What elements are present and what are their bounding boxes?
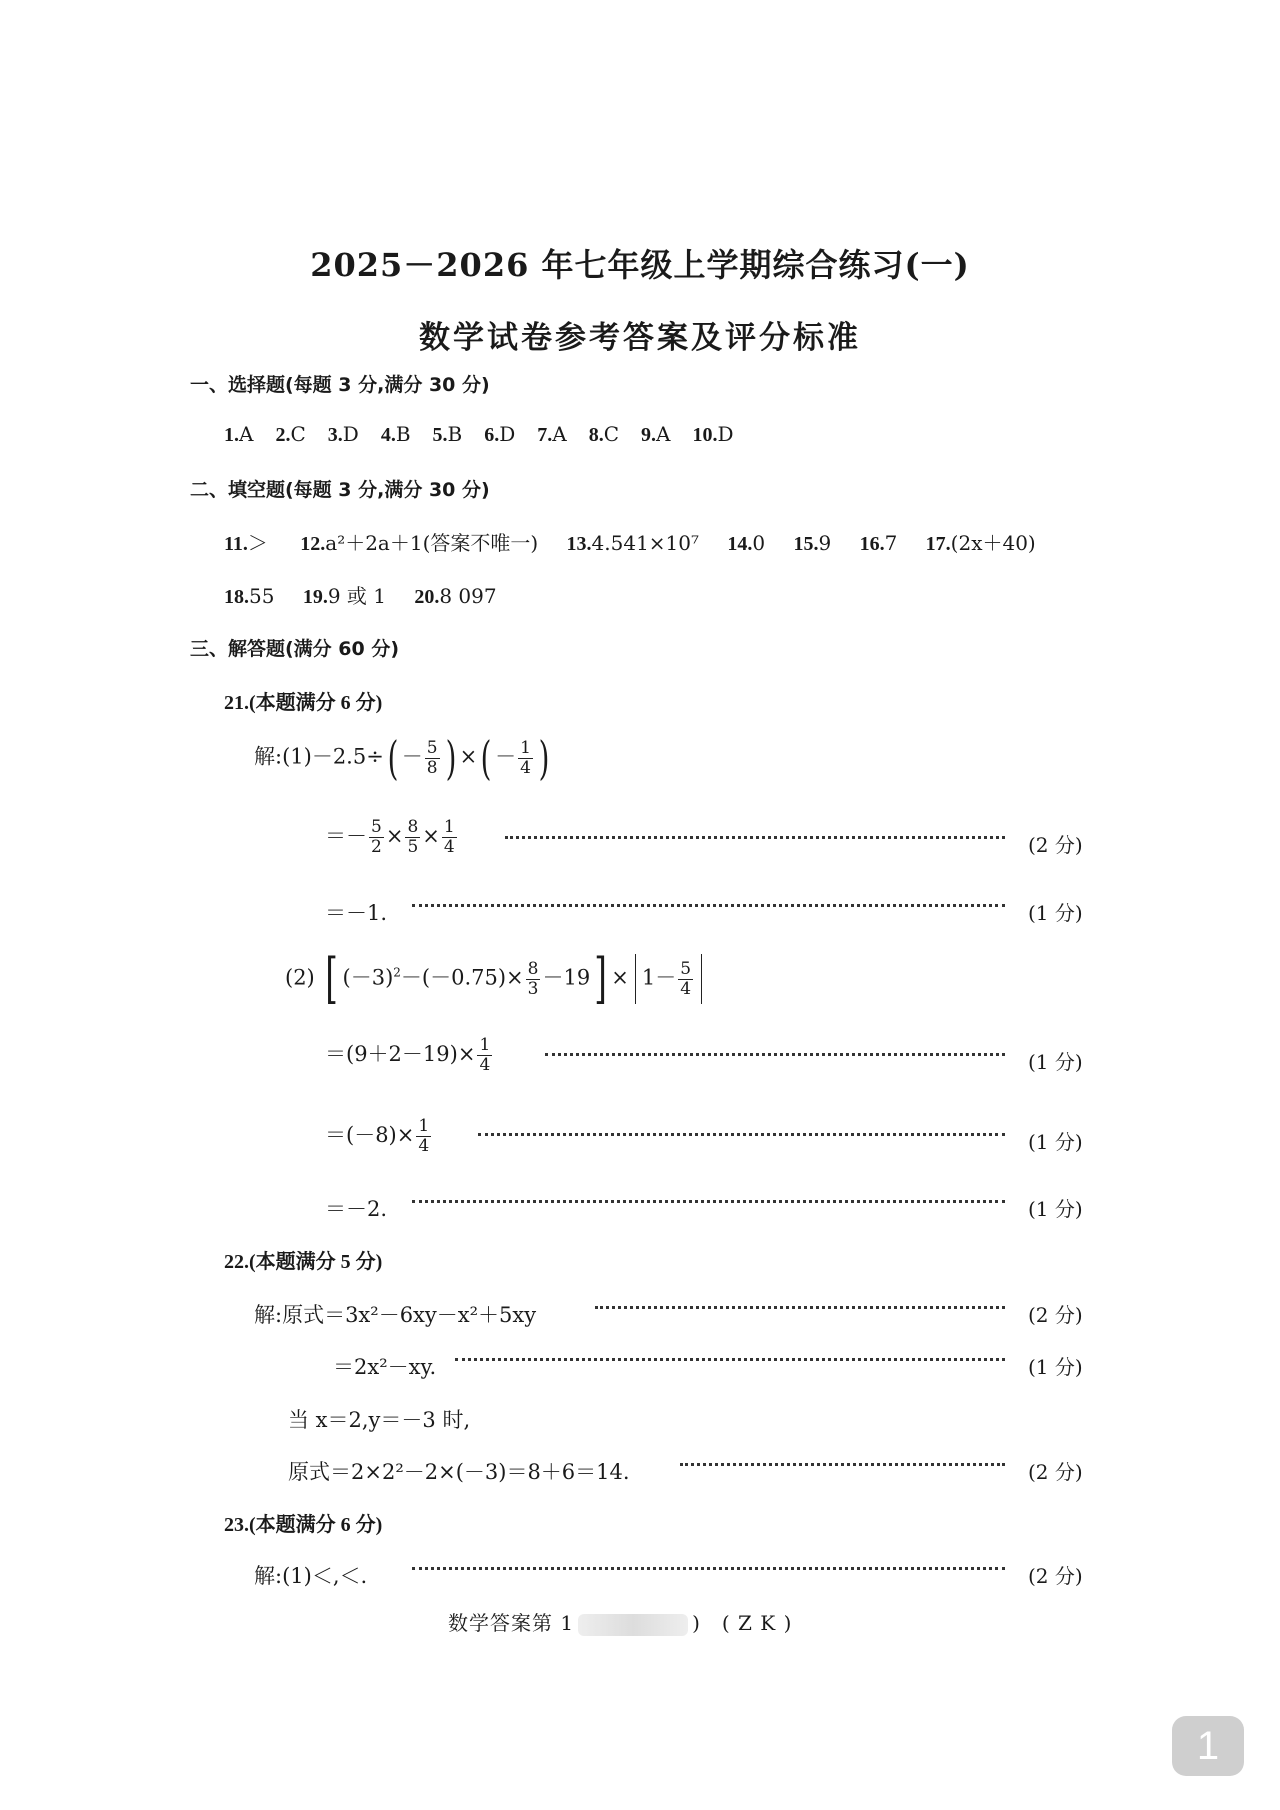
q22-dots-2: [455, 1358, 1005, 1361]
q13-ans: 4.541×10⁷: [591, 531, 700, 555]
footer-left: 数学答案第 1: [448, 1611, 575, 1635]
q22-score-1: (2 分): [1028, 1303, 1083, 1327]
q15-num: 15.: [793, 533, 819, 555]
choice-answers-row: [224, 422, 756, 447]
q22-score-3: (2 分): [1028, 1460, 1083, 1484]
section-heading-solve: 三、解答题(满分 60 分): [190, 638, 400, 660]
q16-ans: 7: [884, 531, 898, 555]
q11-ans: ＞: [247, 531, 268, 555]
q21-line5: ＝(9＋2－19)× $\frac{1}{4}$: [325, 1035, 491, 1075]
redacted-block: [578, 1614, 688, 1636]
footer-right: ) ( Z K ): [692, 1611, 793, 1635]
choice-answer-6: 6.D: [484, 422, 516, 446]
q22-header: 22.(本题满分 5 分): [224, 1251, 383, 1273]
q21-score-1: (2 分): [1028, 833, 1083, 857]
q21-line3: ＝－1.: [325, 901, 388, 925]
q23-dots-1: [412, 1567, 1005, 1570]
choice-answer-5: 5.B: [432, 422, 463, 446]
q16-num: 16.: [859, 533, 885, 555]
q14-ans: 0: [752, 531, 766, 555]
choice-answer-2: 2.C: [275, 422, 306, 446]
choice-answer-10: 10.D: [692, 422, 734, 446]
choice-answer-1: 1.A: [224, 422, 254, 446]
q21-line6: ＝(－8)× $\frac{1}{4}$: [325, 1116, 430, 1156]
q20-ans: 8 097: [439, 584, 497, 608]
q21-score-4: (1 分): [1028, 1130, 1083, 1154]
q22-score-2: (1 分): [1028, 1355, 1083, 1379]
q21-score-5: (1 分): [1028, 1197, 1083, 1221]
q19-num: 19.: [302, 586, 328, 608]
q17-ans: (2x＋40): [950, 531, 1036, 555]
fill-answers-row-1: [224, 527, 1036, 556]
q21-score-3: (1 分): [1028, 1050, 1083, 1074]
page-footer: [448, 1607, 792, 1636]
q21-header: 21.(本题满分 6 分): [224, 692, 383, 714]
q11-num: 11.: [224, 533, 248, 555]
q14-num: 14.: [727, 533, 753, 555]
q21-dots-2: [412, 904, 1005, 907]
q22-line1: 解:原式＝3x²－6xy－x²＋5xy: [254, 1303, 537, 1327]
q18-ans: 55: [249, 584, 275, 608]
q21-line2: ＝－ $\frac{5}{2}$ × $\frac{8}{5}$ × $\frac{1}{4}$: [325, 817, 455, 857]
choice-answer-4: 4.B: [380, 422, 411, 446]
q21-score-2: (1 分): [1028, 901, 1083, 925]
q21-dots-4: [478, 1133, 1005, 1136]
section-heading-fill: 二、填空题(每题 3 分,满分 30 分): [190, 479, 490, 501]
choice-answer-3: 3.D: [327, 422, 359, 446]
q21-line4: (2) [ $(-3)^2-(-0.75)\times$ $\frac{8}{3}$ －19] × 1－ $\frac{5}{4}$: [285, 952, 708, 1006]
choice-answer-8: 8.C: [588, 422, 620, 446]
q18-num: 18.: [224, 586, 249, 608]
q13-num: 13.: [566, 533, 592, 555]
q23-score-1: (2 分): [1028, 1564, 1083, 1588]
q22-line3: 当 x＝2,y＝－3 时,: [288, 1408, 471, 1432]
choice-answer-7: 7.A: [537, 422, 567, 446]
q23-line1: 解:(1)＜,＜.: [254, 1564, 368, 1588]
q22-dots-3: [680, 1463, 1005, 1466]
choice-answer-9: 9.A: [641, 422, 671, 446]
fill-answers-row-2: [224, 580, 497, 609]
q22-line2: ＝2x²－xy.: [333, 1355, 437, 1379]
q20-num: 20.: [414, 586, 440, 608]
q22-dots-1: [595, 1306, 1005, 1309]
section-heading-choice: 一、选择题(每题 3 分,满分 30 分): [190, 374, 490, 396]
q21-dots-5: [412, 1200, 1005, 1203]
q15-ans: 9: [818, 531, 832, 555]
q12-ans: a²＋2a＋1(答案不唯一): [325, 531, 539, 555]
q23-header: 23.(本题满分 6 分): [224, 1514, 383, 1536]
q19-ans: 9 或 1: [327, 584, 386, 608]
page-title: 2025－2026 年七年级上学期综合练习(一): [310, 246, 970, 284]
q21-dots-3: [545, 1053, 1005, 1056]
page-subtitle: 数学试卷参考答案及评分标准: [419, 320, 861, 356]
q17-num: 17.: [925, 533, 951, 555]
page-number-badge[interactable]: 1: [1172, 1716, 1244, 1776]
q12-num: 12.: [300, 533, 326, 555]
q21-line7: ＝－2.: [325, 1197, 388, 1221]
q21-line1: 解:(1)－2.5÷( － $\frac{5}{8}$ ) ×( － $\frac{1}{4}$ ): [254, 731, 550, 785]
q21-dots-1: [505, 836, 1005, 839]
q22-line4: 原式＝2×2²－2×(－3)＝8＋6＝14.: [288, 1460, 630, 1484]
